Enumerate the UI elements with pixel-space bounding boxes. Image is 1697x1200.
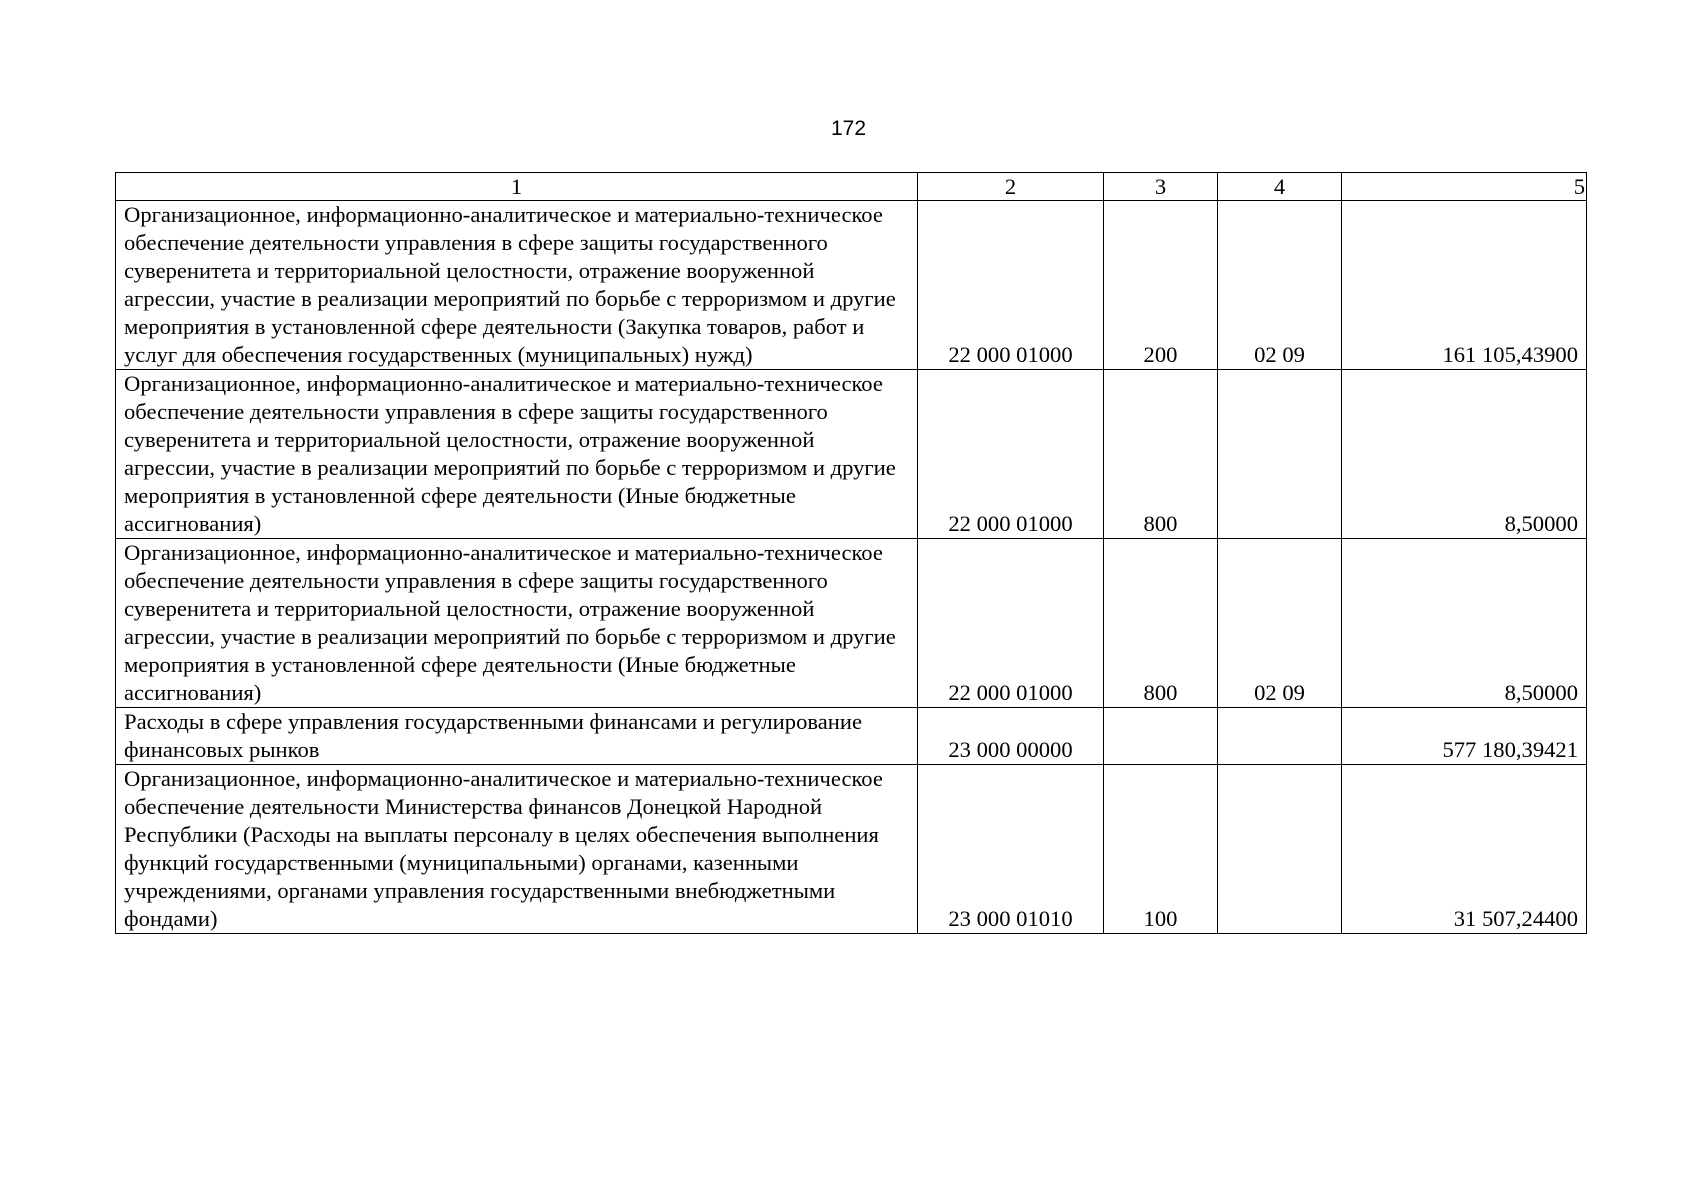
table-header-row <box>116 173 1587 201</box>
row-expense-type <box>1104 708 1218 765</box>
row-amount: 577 180,39421 <box>1342 708 1587 765</box>
row-section <box>1218 370 1342 539</box>
column-header-3: 3 <box>1104 173 1218 201</box>
row-section: 02 09 <box>1218 201 1342 370</box>
row-target-article: 22 000 01000 <box>918 201 1104 370</box>
column-header-1: 1 <box>116 173 918 201</box>
row-section <box>1218 708 1342 765</box>
row-amount: 31 507,24400 <box>1342 765 1587 934</box>
column-header-4: 4 <box>1218 173 1342 201</box>
row-target-article: 23 000 01010 <box>918 765 1104 934</box>
page-number: 172 <box>830 117 867 140</box>
row-expense-type: 200 <box>1104 201 1218 370</box>
row-amount: 8,50000 <box>1342 370 1587 539</box>
row-description: Организационное, информационно-аналитическое и материально-техническое обеспечение деятельности управления в сфере защиты государственного суверенитета и территориальной целостности, отражение вооруженной агрессии, участие в реализации мероприятий по борьбе с терроризмом и другие мероприятия в установленной сфере деятельности (Закупка товаров, работ и услуг для обеспечения государственных (муниципальных) нужд) <box>116 201 918 370</box>
table-row <box>116 708 1587 765</box>
row-section: 02 09 <box>1218 539 1342 708</box>
table-row <box>116 370 1587 539</box>
row-section <box>1218 765 1342 934</box>
column-header-2: 2 <box>918 173 1104 201</box>
row-target-article: 22 000 01000 <box>918 370 1104 539</box>
row-target-article: 23 000 00000 <box>918 708 1104 765</box>
row-amount: 8,50000 <box>1342 539 1587 708</box>
row-description: Организационное, информационно-аналитическое и материально-техническое обеспечение деятельности управления в сфере защиты государственного суверенитета и территориальной целостности, отражение вооруженной агрессии, участие в реализации мероприятий по борьбе с терроризмом и другие мероприятия в установленной сфере деятельности (Иные бюджетные ассигнования) <box>116 370 918 539</box>
row-description: Расходы в сфере управления государственными финансами и регулирование финансовых рынков <box>116 708 918 765</box>
budget-table <box>115 172 1587 934</box>
row-description: Организационное, информационно-аналитическое и материально-техническое обеспечение деятельности управления в сфере защиты государственного суверенитета и территориальной целостности, отражение вооруженной агрессии, участие в реализации мероприятий по борьбе с терроризмом и другие мероприятия в установленной сфере деятельности (Иные бюджетные ассигнования) <box>116 539 918 708</box>
row-expense-type: 800 <box>1104 539 1218 708</box>
row-expense-type: 800 <box>1104 370 1218 539</box>
table-row <box>116 201 1587 370</box>
row-target-article: 22 000 01000 <box>918 539 1104 708</box>
row-description: Организационное, информационно-аналитическое и материально-техническое обеспечение деятельности Министерства финансов Донецкой Народной Республики (Расходы на выплаты персоналу в целях обеспечения выполнения функций государственными (муниципальными) органами, казенными учреждениями, органами управления государственными внебюджетными фондами) <box>116 765 918 934</box>
row-amount: 161 105,43900 <box>1342 201 1587 370</box>
row-expense-type: 100 <box>1104 765 1218 934</box>
column-header-5: 5 <box>1342 173 1587 201</box>
table-row <box>116 765 1587 934</box>
table-row <box>116 539 1587 708</box>
